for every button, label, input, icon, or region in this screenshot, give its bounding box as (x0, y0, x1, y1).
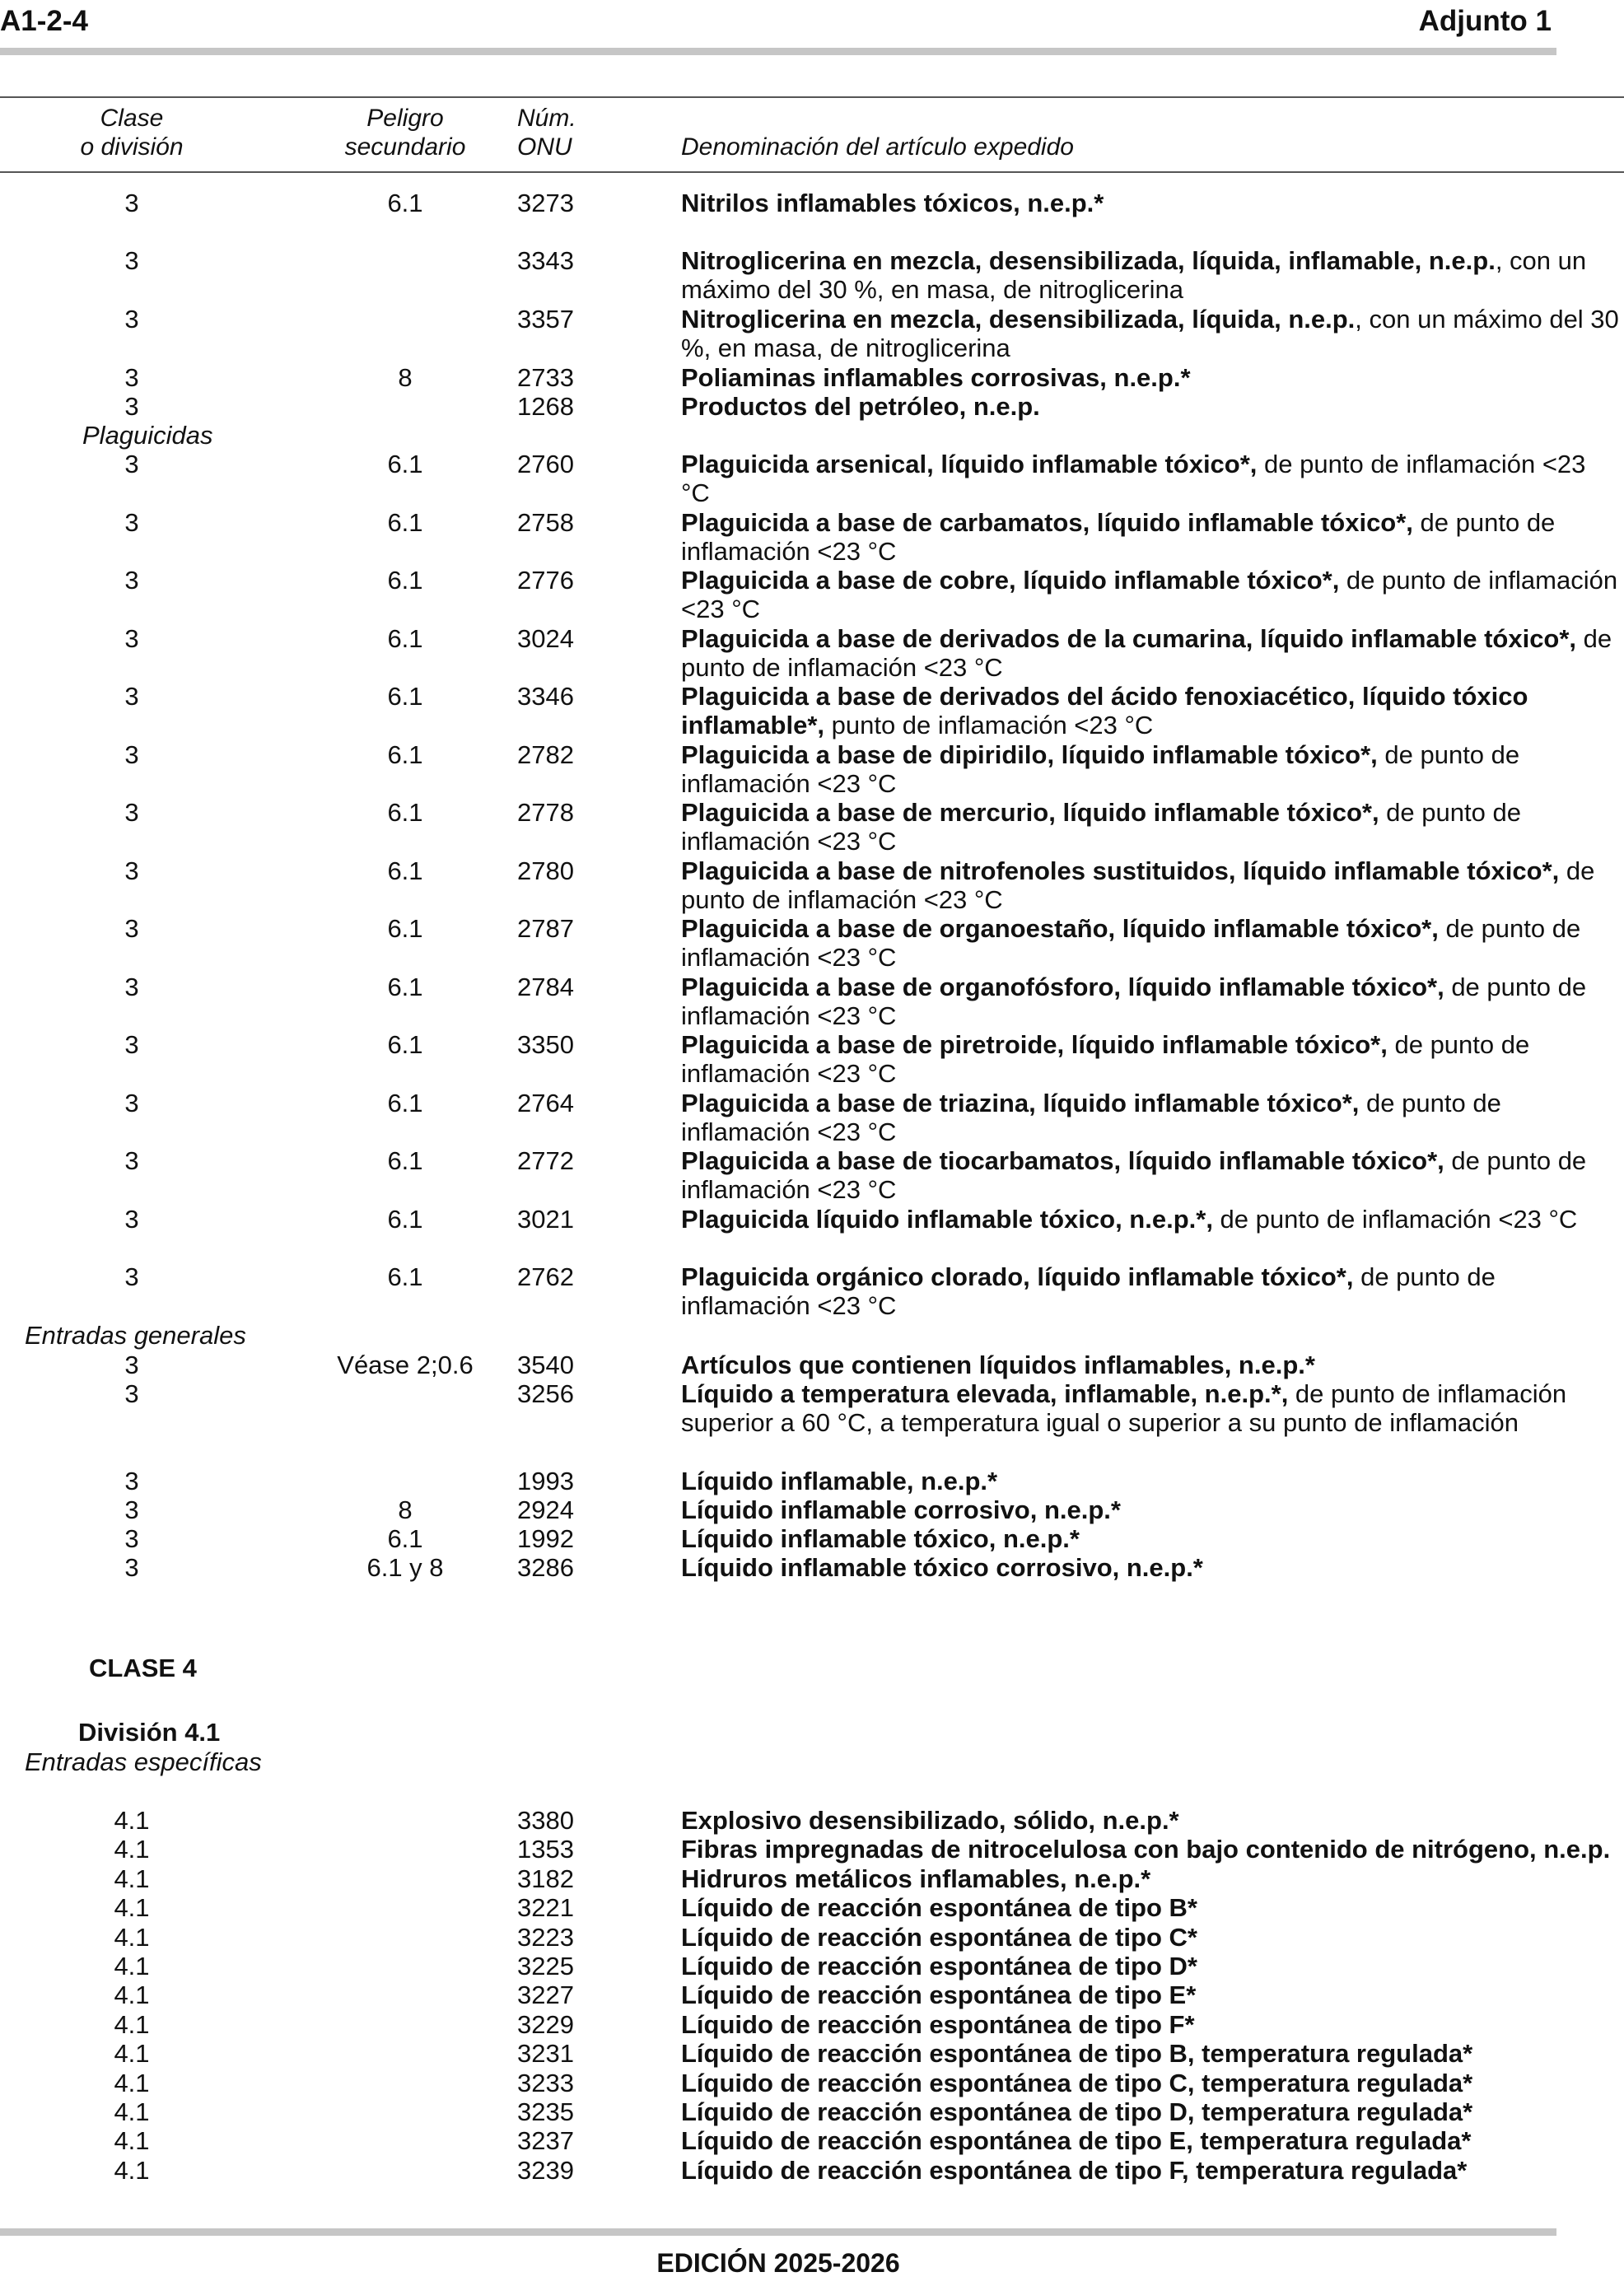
class-cell: 3 (124, 1495, 139, 1524)
shipping-name-qualifier: punto de inflamación <23 °C (824, 711, 1154, 739)
un-number-cell: 2758 (517, 507, 574, 537)
shipping-name-bold: Líquido de reacción espontánea de tipo D, temperatura regulada* (681, 2097, 1473, 2126)
un-number-cell: 2776 (517, 566, 574, 595)
subsidiary-hazard-cell: 6.1 (387, 1146, 423, 1175)
un-number-cell: 3380 (517, 1806, 574, 1835)
un-number-cell: 1993 (517, 1467, 574, 1495)
shipping-name-cell (681, 740, 1620, 798)
un-number-cell: 3221 (517, 1893, 574, 1923)
un-number-cell: 2924 (517, 1495, 574, 1524)
subsidiary-hazard-cell: Véase 2;0.6 (337, 1351, 474, 1379)
un-number-cell: 3229 (517, 2009, 574, 2039)
edition-footer: EDICIÓN 2025-2026 (656, 2248, 900, 2278)
subsidiary-hazard-cell: 6.1 (387, 1524, 423, 1553)
class-cell: 3 (124, 1204, 139, 1234)
shipping-name-qualifier: de punto de inflamación <23 °C (681, 1088, 1501, 1146)
shipping-name-bold: Plaguicida a base de derivados del ácido fenoxiacético, líquido tóxico inflamable*, (681, 682, 1528, 739)
subsidiary-hazard-cell: 8 (398, 1495, 413, 1524)
shipping-name-bold: Productos del petróleo, n.e.p. (681, 392, 1040, 421)
subsidiary-hazard-cell: 8 (398, 363, 413, 392)
shipping-name-cell (681, 1379, 1620, 1437)
class-cell: 4.1 (114, 1980, 150, 2010)
shipping-name-bold: Plaguicida a base de mercurio, líquido inflamable tóxico*, (681, 798, 1379, 827)
shipping-name-bold: Líquido inflamable, n.e.p.* (681, 1467, 998, 1495)
class-cell: 3 (124, 1351, 139, 1379)
un-number-cell: 2787 (517, 914, 574, 943)
class-cell: 3 (124, 1030, 139, 1059)
shipping-name-bold: Artículos que contienen líquidos inflamables, n.e.p.* (681, 1351, 1315, 1379)
shipping-name-qualifier: de punto de inflamación <23 °C (681, 972, 1587, 1030)
shipping-name-qualifier: de punto de inflamación <23 °C (681, 623, 1612, 682)
class-cell: 4.1 (114, 2039, 150, 2069)
shipping-name-cell (681, 2069, 1620, 2097)
class-cell: 3 (124, 189, 139, 217)
shipping-name-bold: Líquido de reacción espontánea de tipo F, temperatura regulada* (681, 2155, 1468, 2185)
subsidiary-hazard-cell: 6.1 (387, 1262, 423, 1291)
un-number-cell: 2780 (517, 856, 574, 885)
class-cell: 3 (124, 1467, 139, 1495)
shipping-name-qualifier: , con un máximo del 30 %, en masa, de nitroglicerina (681, 246, 1587, 304)
subsidiary-hazard-cell: 6.1 (387, 450, 423, 478)
un-number-cell: 2784 (517, 972, 574, 1001)
class-cell: 3 (124, 1262, 139, 1291)
shipping-name-cell (681, 856, 1620, 914)
shipping-name-bold: Líquido inflamable tóxico corrosivo, n.e.p.* (681, 1553, 1203, 1582)
class-cell: 3 (124, 1088, 139, 1117)
shipping-name-qualifier: de punto de inflamación <23 °C (681, 450, 1586, 507)
shipping-name-bold: Nitroglicerina en mezcla, desensibilizada, líquida, n.e.p. (681, 305, 1356, 334)
shipping-name-bold: Poliaminas inflamables corrosivas, n.e.p.* (681, 363, 1191, 392)
class-cell: 3 (124, 566, 139, 595)
shipping-name-bold: Plaguicida a base de piretroide, líquido inflamable tóxico*, (681, 1030, 1388, 1059)
shipping-name-bold: Explosivo desensibilizado, sólido, n.e.p.* (681, 1806, 1179, 1835)
shipping-name-bold: Plaguicida a base de cobre, líquido inflamable tóxico*, (681, 566, 1340, 595)
footer-bar (0, 2228, 1556, 2236)
un-number-cell: 3343 (517, 246, 574, 275)
un-number-cell: 3273 (517, 189, 574, 217)
class-cell: 3 (124, 450, 139, 478)
shipping-name-cell (681, 508, 1620, 566)
shipping-name-cell (681, 1806, 1620, 1835)
shipping-name-bold: Líquido de reacción espontánea de tipo C* (681, 1922, 1197, 1952)
subsidiary-hazard-cell: 6.1 (387, 682, 423, 711)
un-number-cell: 2778 (517, 798, 574, 827)
class-cell: 3 (124, 972, 139, 1001)
shipping-name-cell (681, 2097, 1620, 2126)
class-cell: 3 (124, 392, 139, 421)
class-cell: 4.1 (114, 1864, 150, 1893)
un-number-cell: 2760 (517, 450, 574, 478)
shipping-name-cell (681, 914, 1620, 972)
un-number-cell: 2764 (517, 1088, 574, 1117)
shipping-name-bold: Nitrilos inflamables tóxicos, n.e.p.* (681, 189, 1104, 217)
class-cell: 3 (124, 507, 139, 537)
shipping-name-bold: Plaguicida a base de nitrofenoles sustituidos, líquido inflamable tóxico*, (681, 856, 1560, 885)
class-cell: 3 (124, 914, 139, 943)
section-label-especificas: Entradas específicas (25, 1747, 262, 1776)
class-cell: 3 (124, 305, 139, 334)
subsidiary-hazard-cell: 6.1 (387, 798, 423, 827)
un-number-cell: 3256 (517, 1379, 574, 1408)
col-header-subsidiary: Peligro secundario (344, 105, 466, 161)
subsidiary-hazard-cell: 6.1 (387, 856, 423, 885)
shipping-name-bold: Plaguicida orgánico clorado, líquido inflamable tóxico*, (681, 1262, 1354, 1291)
un-number-cell: 3227 (517, 1980, 574, 2010)
class-cell: 4.1 (114, 1806, 150, 1835)
shipping-name-cell (681, 1262, 1620, 1320)
un-number-cell: 3237 (517, 2126, 574, 2156)
shipping-name-bold: Líquido inflamable corrosivo, n.e.p.* (681, 1495, 1121, 1524)
shipping-name-qualifier: de punto de inflamación <23 °C (681, 914, 1581, 972)
class-cell: 3 (124, 363, 139, 392)
shipping-name-bold: Líquido de reacción espontánea de tipo C, temperatura regulada* (681, 2068, 1473, 2097)
shipping-name-bold: Plaguicida arsenical, líquido inflamable tóxico*, (681, 450, 1258, 478)
shipping-name-cell (681, 973, 1620, 1030)
section-heading-division41: División 4.1 (78, 1718, 221, 1747)
shipping-name-bold: Nitroglicerina en mezcla, desensibilizada, líquida, inflamable, n.e.p. (681, 246, 1496, 275)
shipping-name-bold: Hidruros metálicos inflamables, n.e.p.* (681, 1864, 1151, 1893)
shipping-name-cell (681, 1893, 1620, 1922)
shipping-name-cell (681, 1553, 1620, 1582)
class-cell: 3 (124, 1524, 139, 1553)
shipping-name-cell (681, 2156, 1620, 2185)
shipping-name-qualifier: de punto de inflamación <23 °C (681, 798, 1521, 856)
class-cell: 4.1 (114, 1952, 150, 1980)
shipping-name-cell (681, 2126, 1620, 2155)
un-number-cell: 3021 (517, 1204, 574, 1234)
section-heading-clase4: CLASE 4 (89, 1654, 197, 1682)
subsidiary-hazard-cell: 6.1 (387, 1204, 423, 1234)
shipping-name-bold: Líquido de reacción espontánea de tipo D* (681, 1952, 1197, 1980)
shipping-name-cell (681, 450, 1620, 507)
shipping-name-bold: Plaguicida a base de triazina, líquido inflamable tóxico*, (681, 1088, 1360, 1117)
class-cell: 4.1 (114, 1893, 150, 1923)
class-cell: 4.1 (114, 2068, 150, 2097)
shipping-name-cell (681, 1205, 1620, 1234)
shipping-name-cell (681, 2010, 1620, 2039)
shipping-name-cell (681, 1524, 1620, 1553)
un-number-cell: 3357 (517, 305, 574, 334)
shipping-name-bold: Plaguicida a base de derivados de la cumarina, líquido inflamable tóxico*, (681, 623, 1577, 653)
table-header-rule (0, 171, 1624, 173)
un-number-cell: 2762 (517, 1262, 574, 1291)
un-number-cell: 3223 (517, 1922, 574, 1952)
class-cell: 4.1 (114, 2097, 150, 2126)
shipping-name-qualifier: de punto de inflamación superior a 60 °C, a temperatura igual o superior a su punto de inflamación (681, 1379, 1567, 1437)
shipping-name-qualifier: de punto de inflamación <23 °C (681, 1146, 1587, 1204)
class-cell: 3 (124, 739, 139, 769)
shipping-name-cell (681, 1030, 1620, 1088)
un-number-cell: 3346 (517, 682, 574, 711)
shipping-name-bold: Líquido de reacción espontánea de tipo E* (681, 1980, 1197, 2010)
shipping-name-bold: Plaguicida a base de carbamatos, líquido inflamable tóxico*, (681, 507, 1413, 537)
un-number-cell: 2782 (517, 739, 574, 769)
un-number-cell: 2733 (517, 363, 574, 392)
class-cell: 4.1 (114, 2009, 150, 2039)
class-cell: 4.1 (114, 1922, 150, 1952)
subsidiary-hazard-cell: 6.1 (387, 623, 423, 653)
shipping-name-cell (681, 624, 1620, 682)
shipping-name-bold: Líquido de reacción espontánea de tipo B, temperatura regulada* (681, 2039, 1473, 2069)
shipping-name-bold: Plaguicida líquido inflamable tóxico, n.e.p.*, (681, 1204, 1213, 1234)
shipping-name-qualifier: de punto de inflamación <23 °C (681, 1262, 1496, 1320)
shipping-name-bold: Plaguicida a base de organofósforo, líquido inflamable tóxico*, (681, 972, 1444, 1001)
shipping-name-cell (681, 1467, 1620, 1495)
page-id: A1-2-4 (0, 5, 88, 37)
shipping-name-cell (681, 1923, 1620, 1952)
shipping-name-qualifier: de punto de inflamación <23 °C (681, 1030, 1530, 1088)
shipping-name-bold: Líquido a temperatura elevada, inflamable, n.e.p.*, (681, 1379, 1289, 1408)
class-cell: 3 (124, 682, 139, 711)
class-cell: 3 (124, 1379, 139, 1408)
class-cell: 4.1 (114, 2155, 150, 2185)
un-number-cell: 3024 (517, 623, 574, 653)
un-number-cell: 3225 (517, 1952, 574, 1980)
subsidiary-hazard-cell: 6.1 (387, 507, 423, 537)
subsidiary-hazard-cell: 6.1 (387, 972, 423, 1001)
shipping-name-bold: Líquido de reacción espontánea de tipo F* (681, 2009, 1195, 2039)
shipping-name-cell (681, 1952, 1620, 1980)
un-number-cell: 3286 (517, 1553, 574, 1582)
shipping-name-bold: Plaguicida a base de tiocarbamatos, líquido inflamable tóxico*, (681, 1146, 1444, 1175)
shipping-name-cell (681, 1146, 1620, 1204)
un-number-cell: 3235 (517, 2097, 574, 2126)
shipping-name-cell (681, 305, 1620, 362)
subsidiary-hazard-cell: 6.1 (387, 566, 423, 595)
subsidiary-hazard-cell: 6.1 (387, 1030, 423, 1059)
shipping-name-cell (681, 189, 1620, 217)
un-number-cell: 3182 (517, 1864, 574, 1893)
shipping-name-cell (681, 682, 1620, 739)
shipping-name-cell (681, 798, 1620, 856)
un-number-cell: 2772 (517, 1146, 574, 1175)
shipping-name-qualifier: de punto de inflamación <23 °C (681, 739, 1520, 798)
class-cell: 3 (124, 798, 139, 827)
class-cell: 3 (124, 623, 139, 653)
class-cell: 3 (124, 1553, 139, 1582)
shipping-name-cell (681, 1089, 1620, 1146)
class-cell: 3 (124, 856, 139, 885)
table-top-rule (0, 96, 1624, 98)
un-number-cell: 3231 (517, 2039, 574, 2069)
shipping-name-qualifier: de punto de inflamación <23 °C (681, 856, 1595, 914)
subsidiary-hazard-cell: 6.1 (387, 739, 423, 769)
shipping-name-bold: Líquido inflamable tóxico, n.e.p.* (681, 1524, 1080, 1553)
shipping-name-bold: Líquido de reacción espontánea de tipo B* (681, 1893, 1197, 1923)
shipping-name-cell (681, 363, 1620, 392)
col-header-un: Núm. ONU (517, 105, 576, 161)
class-cell: 4.1 (114, 2126, 150, 2156)
section-label-generales: Entradas generales (25, 1321, 246, 1350)
shipping-name-qualifier: de punto de inflamación <23 °C (681, 566, 1618, 623)
shipping-name-qualifier: , con un máximo del 30 %, en masa, de nitroglicerina (681, 305, 1619, 362)
subsidiary-hazard-cell: 6.1 (387, 189, 423, 217)
un-number-cell: 1353 (517, 1835, 574, 1864)
shipping-name-qualifier: de punto de inflamación <23 °C (1212, 1204, 1578, 1234)
shipping-name-cell (681, 246, 1620, 304)
shipping-name-cell (681, 1495, 1620, 1524)
shipping-name-cell (681, 1351, 1620, 1379)
un-number-cell: 3350 (517, 1030, 574, 1059)
header-bar (0, 48, 1556, 55)
col-header-name: Denominación del artículo expedido (681, 133, 1074, 161)
shipping-name-cell (681, 392, 1620, 421)
class-cell: 4.1 (114, 1835, 150, 1864)
un-number-cell: 3540 (517, 1351, 574, 1379)
shipping-name-bold: Fibras impregnadas de nitrocelulosa con bajo contenido de nitrógeno, n.e.p. (681, 1835, 1611, 1864)
un-number-cell: 3233 (517, 2068, 574, 2097)
shipping-name-qualifier: de punto de inflamación <23 °C (681, 507, 1556, 566)
shipping-name-cell (681, 1980, 1620, 2009)
un-number-cell: 1268 (517, 392, 574, 421)
un-number-cell: 1992 (517, 1524, 574, 1553)
section-label-plaguicidas: Plaguicidas (82, 421, 213, 450)
subsidiary-hazard-cell: 6.1 (387, 1088, 423, 1117)
shipping-name-bold: Plaguicida a base de dipiridilo, líquido inflamable tóxico*, (681, 739, 1378, 769)
class-cell: 3 (124, 1146, 139, 1175)
subsidiary-hazard-cell: 6.1 (387, 914, 423, 943)
shipping-name-cell (681, 566, 1620, 623)
attachment-label: Adjunto 1 (1418, 5, 1552, 37)
shipping-name-cell (681, 2039, 1620, 2068)
col-header-class: Clase o división (80, 105, 184, 161)
subsidiary-hazard-cell: 6.1 y 8 (366, 1553, 444, 1582)
shipping-name-cell (681, 1835, 1620, 1864)
shipping-name-bold: Plaguicida a base de organoestaño, líquido inflamable tóxico*, (681, 914, 1439, 943)
shipping-name-cell (681, 1864, 1620, 1893)
un-number-cell: 3239 (517, 2155, 574, 2185)
class-cell: 3 (124, 246, 139, 275)
shipping-name-bold: Líquido de reacción espontánea de tipo E, temperatura regulada* (681, 2126, 1472, 2156)
